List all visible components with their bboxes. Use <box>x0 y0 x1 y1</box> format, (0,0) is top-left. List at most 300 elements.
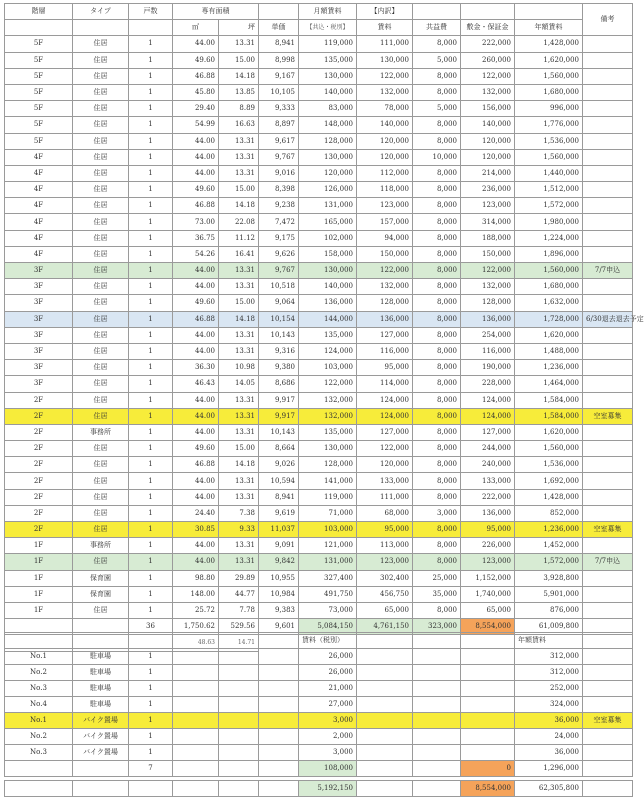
area-tsubo-cell: 14.18 <box>219 198 259 214</box>
remarks-cell <box>583 68 633 84</box>
annual-rent-cell: 1,488,000 <box>515 343 583 359</box>
remarks-cell: 7/7申込 <box>583 554 633 570</box>
floor-cell: 4F <box>5 214 73 230</box>
header-annual-rent: 年額賃料 <box>515 20 583 36</box>
units-cell: 1 <box>129 133 173 149</box>
area-m2-cell: 49.60 <box>173 441 219 457</box>
unit-price-cell: 8,998 <box>259 52 299 68</box>
annual-rent-cell: 1,572,000 <box>515 198 583 214</box>
parking-rent-cell: 21,000 <box>299 681 357 697</box>
rent-cell: 113,000 <box>357 538 413 554</box>
common-fee-cell: 8,000 <box>413 68 461 84</box>
remarks-cell <box>583 489 633 505</box>
parking-annual-cell: 324,000 <box>515 697 583 713</box>
monthly-rent-cell: 126,000 <box>299 182 357 198</box>
parking-row <box>5 665 633 681</box>
total-rent: 4,761,150 <box>357 619 413 635</box>
floor-cell: 2F <box>5 424 73 440</box>
type-cell: 住居 <box>73 117 129 133</box>
unit-price-cell: 8,686 <box>259 376 299 392</box>
deposit-cell: 65,000 <box>461 602 515 618</box>
monthly-rent-cell: 130,000 <box>299 263 357 279</box>
monthly-rent-cell: 121,000 <box>299 538 357 554</box>
table-row <box>5 198 633 214</box>
area-tsubo-cell: 8.89 <box>219 101 259 117</box>
monthly-rent-cell: 124,000 <box>299 343 357 359</box>
annual-rent-cell: 1,236,000 <box>515 522 583 538</box>
common-fee-cell: 8,000 <box>413 327 461 343</box>
monthly-rent-cell: 128,000 <box>299 133 357 149</box>
area-m2-cell: 46.88 <box>173 311 219 327</box>
units-cell: 1 <box>129 505 173 521</box>
monthly-rent-cell: 135,000 <box>299 52 357 68</box>
units-cell: 1 <box>129 295 173 311</box>
type-cell: 住居 <box>73 457 129 473</box>
blank-cell <box>173 665 219 681</box>
parking-annual-cell: 312,000 <box>515 665 583 681</box>
parking-rent-cell: 26,000 <box>299 665 357 681</box>
grand-total-rent: 5,192,150 <box>299 781 357 797</box>
rent-cell: 136,000 <box>357 311 413 327</box>
floor-cell: 5F <box>5 133 73 149</box>
remarks-cell <box>583 230 633 246</box>
area-m2-cell: 44.00 <box>173 149 219 165</box>
unit-price-cell: 9,333 <box>259 101 299 117</box>
blank-cell <box>259 681 299 697</box>
blank-cell <box>357 761 413 777</box>
remarks-cell <box>583 392 633 408</box>
area-m2-cell: 49.60 <box>173 182 219 198</box>
blank-cell <box>173 745 219 761</box>
table-row <box>5 424 633 440</box>
blank-cell <box>357 745 413 761</box>
blank-cell <box>357 633 413 649</box>
table-row <box>5 457 633 473</box>
blank-cell <box>73 781 129 797</box>
remarks-cell <box>583 505 633 521</box>
rent-cell: 120,000 <box>357 133 413 149</box>
rent-cell: 120,000 <box>357 149 413 165</box>
monthly-rent-cell: 119,000 <box>299 36 357 52</box>
area-tsubo-cell: 7.78 <box>219 602 259 618</box>
annual-rent-cell: 1,428,000 <box>515 36 583 52</box>
type-cell: 保育園 <box>73 586 129 602</box>
common-fee-cell: 8,000 <box>413 165 461 181</box>
deposit-cell: 222,000 <box>461 36 515 52</box>
blank-cell <box>259 729 299 745</box>
rent-cell: 111,000 <box>357 489 413 505</box>
total-unit-price: 9,601 <box>259 619 299 635</box>
area-tsubo-cell: 16.63 <box>219 117 259 133</box>
remarks-cell <box>583 214 633 230</box>
area-m2-cell: 45.80 <box>173 84 219 100</box>
blank-cell <box>219 761 259 777</box>
table-row <box>5 230 633 246</box>
units-cell: 1 <box>129 230 173 246</box>
blank-cell <box>461 665 515 681</box>
common-fee-cell: 5,000 <box>413 101 461 117</box>
table-row <box>5 538 633 554</box>
blank-cell <box>259 697 299 713</box>
monthly-rent-cell: 103,000 <box>299 522 357 538</box>
header-blank <box>73 20 129 36</box>
remarks-cell <box>583 570 633 586</box>
header-m2: ㎡ <box>173 20 219 36</box>
unit-price-cell: 10,955 <box>259 570 299 586</box>
common-fee-cell: 25,000 <box>413 570 461 586</box>
rent-cell: 130,000 <box>357 52 413 68</box>
units-cell: 1 <box>129 84 173 100</box>
parking-table <box>4 632 633 777</box>
monthly-rent-cell: 119,000 <box>299 489 357 505</box>
floor-cell: 2F <box>5 392 73 408</box>
floor-cell: 4F <box>5 198 73 214</box>
blank-cell <box>357 781 413 797</box>
deposit-cell: 122,000 <box>461 68 515 84</box>
deposit-cell: 236,000 <box>461 182 515 198</box>
area-tsubo-cell: 13.31 <box>219 343 259 359</box>
table-row <box>5 133 633 149</box>
monthly-rent-cell: 132,000 <box>299 392 357 408</box>
blank-cell <box>5 781 73 797</box>
deposit-cell: 132,000 <box>461 84 515 100</box>
type-cell: 住居 <box>73 279 129 295</box>
units-cell: 1 <box>129 214 173 230</box>
type-cell: 住居 <box>73 182 129 198</box>
blank-cell <box>413 713 461 729</box>
area-tsubo-cell: 15.00 <box>219 295 259 311</box>
unit-price-cell: 10,984 <box>259 586 299 602</box>
parking-header-rent: 賃料（税別） <box>299 633 357 649</box>
blank-cell <box>129 633 173 649</box>
rent-cell: 150,000 <box>357 246 413 262</box>
annual-rent-cell: 1,512,000 <box>515 182 583 198</box>
remarks-cell <box>583 376 633 392</box>
floor-cell: 2F <box>5 489 73 505</box>
unit-price-cell: 9,767 <box>259 263 299 279</box>
annual-rent-cell: 1,536,000 <box>515 133 583 149</box>
floor-cell: 1F <box>5 554 73 570</box>
units-cell: 1 <box>129 68 173 84</box>
floor-cell: 3F <box>5 327 73 343</box>
unit-price-cell: 10,154 <box>259 311 299 327</box>
blank-cell <box>461 729 515 745</box>
floor-cell: 5F <box>5 36 73 52</box>
units-cell: 1 <box>129 554 173 570</box>
deposit-cell: 136,000 <box>461 505 515 521</box>
units-cell: 1 <box>129 101 173 117</box>
table-row <box>5 311 633 327</box>
monthly-rent-cell: 130,000 <box>299 149 357 165</box>
monthly-rent-cell: 73,000 <box>299 602 357 618</box>
unit-price-cell: 9,026 <box>259 457 299 473</box>
area-m2-cell: 44.00 <box>173 408 219 424</box>
unit-price-cell: 9,064 <box>259 295 299 311</box>
area-m2-cell: 46.43 <box>173 376 219 392</box>
units-cell: 1 <box>129 457 173 473</box>
type-cell: 住居 <box>73 408 129 424</box>
blank-cell <box>413 781 461 797</box>
blank-cell <box>357 713 413 729</box>
blank-cell <box>73 761 129 777</box>
remarks-cell: 空室募集 <box>583 522 633 538</box>
common-fee-cell: 8,000 <box>413 392 461 408</box>
common-fee-cell: 8,000 <box>413 246 461 262</box>
floor-cell: 4F <box>5 182 73 198</box>
blank-cell <box>173 633 219 649</box>
deposit-cell: 214,000 <box>461 165 515 181</box>
remarks-cell <box>583 343 633 359</box>
area-m2-cell: 44.00 <box>173 489 219 505</box>
parking-remarks-cell <box>583 745 633 761</box>
rent-cell: 456,750 <box>357 586 413 602</box>
type-cell: 住居 <box>73 441 129 457</box>
units-cell: 1 <box>129 441 173 457</box>
units-cell: 1 <box>129 165 173 181</box>
deposit-cell: 150,000 <box>461 246 515 262</box>
deposit-cell: 123,000 <box>461 198 515 214</box>
common-fee-cell: 8,000 <box>413 311 461 327</box>
floor-cell: 3F <box>5 311 73 327</box>
monthly-rent-cell: 103,000 <box>299 360 357 376</box>
annual-rent-cell: 1,572,000 <box>515 554 583 570</box>
type-cell: 住居 <box>73 149 129 165</box>
parking-remarks-cell <box>583 665 633 681</box>
type-cell: 住居 <box>73 505 129 521</box>
area-tsubo-cell: 44.77 <box>219 586 259 602</box>
rent-cell: 124,000 <box>357 408 413 424</box>
header-blank <box>259 4 299 20</box>
grand-total-deposit: 8,554,000 <box>461 781 515 797</box>
parking-rent-cell: 27,000 <box>299 697 357 713</box>
parking-row <box>5 713 633 729</box>
unit-price-cell: 10,105 <box>259 84 299 100</box>
parking-annual-cell: 312,000 <box>515 649 583 665</box>
annual-rent-cell: 1,620,000 <box>515 52 583 68</box>
area-m2-cell: 44.00 <box>173 473 219 489</box>
table-row <box>5 327 633 343</box>
blank-cell <box>173 697 219 713</box>
annual-rent-cell: 1,620,000 <box>515 327 583 343</box>
remarks-cell <box>583 149 633 165</box>
area-tsubo-cell: 13.31 <box>219 133 259 149</box>
parking-annual-cell: 36,000 <box>515 713 583 729</box>
parking-type-cell: バイク置場 <box>73 713 129 729</box>
deposit-cell: 128,000 <box>461 295 515 311</box>
area-tsubo-cell: 13.31 <box>219 279 259 295</box>
unit-price-cell: 9,316 <box>259 343 299 359</box>
deposit-cell: 120,000 <box>461 149 515 165</box>
parking-units-cell: 1 <box>129 697 173 713</box>
parking-rent-cell: 2,000 <box>299 729 357 745</box>
header-area: 専有面積 <box>173 4 259 20</box>
units-cell: 1 <box>129 246 173 262</box>
deposit-cell: 140,000 <box>461 117 515 133</box>
deposit-cell: 188,000 <box>461 230 515 246</box>
parking-row <box>5 729 633 745</box>
type-cell: 住居 <box>73 230 129 246</box>
common-fee-cell: 8,000 <box>413 343 461 359</box>
deposit-cell: 133,000 <box>461 473 515 489</box>
floor-cell: 3F <box>5 295 73 311</box>
blank-cell <box>413 761 461 777</box>
total-m2: 1,750.62 <box>173 619 219 635</box>
area-m2-cell: 44.00 <box>173 392 219 408</box>
area-m2-cell: 46.88 <box>173 198 219 214</box>
deposit-cell: 314,000 <box>461 214 515 230</box>
deposit-cell: 120,000 <box>461 133 515 149</box>
remarks-cell <box>583 602 633 618</box>
total-tsubo: 529.56 <box>219 619 259 635</box>
blank-cell <box>173 713 219 729</box>
parking-rent-cell: 3,000 <box>299 713 357 729</box>
deposit-cell: 228,000 <box>461 376 515 392</box>
units-cell: 1 <box>129 182 173 198</box>
parking-remarks-cell <box>583 681 633 697</box>
annual-rent-cell: 1,680,000 <box>515 279 583 295</box>
blank-cell <box>357 729 413 745</box>
area-tsubo-cell: 13.31 <box>219 538 259 554</box>
blank-cell <box>259 713 299 729</box>
monthly-rent-cell: 102,000 <box>299 230 357 246</box>
deposit-cell: 136,000 <box>461 311 515 327</box>
blank-cell <box>583 781 633 797</box>
area-m2-cell: 29.40 <box>173 101 219 117</box>
common-fee-cell: 8,000 <box>413 214 461 230</box>
table-row <box>5 84 633 100</box>
type-cell: 住居 <box>73 311 129 327</box>
area-tsubo-cell: 14.18 <box>219 68 259 84</box>
table-row <box>5 522 633 538</box>
blank-cell <box>461 713 515 729</box>
grand-total-row <box>5 781 633 797</box>
monthly-rent-cell: 132,000 <box>299 408 357 424</box>
parking-annual-cell: 36,000 <box>515 745 583 761</box>
area-m2-cell: 44.00 <box>173 538 219 554</box>
type-cell: 住居 <box>73 165 129 181</box>
blank-cell <box>219 633 259 649</box>
common-fee-cell: 8,000 <box>413 424 461 440</box>
header-blank <box>5 20 73 36</box>
floor-cell: 5F <box>5 84 73 100</box>
annual-rent-cell: 876,000 <box>515 602 583 618</box>
remarks-cell: 6/30退去退去予定 <box>583 311 633 327</box>
remarks-cell <box>583 117 633 133</box>
remarks-cell <box>583 441 633 457</box>
area-m2-cell: 24.40 <box>173 505 219 521</box>
blank-cell <box>259 665 299 681</box>
monthly-rent-cell: 148,000 <box>299 117 357 133</box>
type-cell: 住居 <box>73 214 129 230</box>
monthly-rent-cell: 120,000 <box>299 165 357 181</box>
deposit-cell: 95,000 <box>461 522 515 538</box>
units-cell: 1 <box>129 538 173 554</box>
area-m2-cell: 30.85 <box>173 522 219 538</box>
type-cell: 住居 <box>73 36 129 52</box>
remarks-cell <box>583 36 633 52</box>
common-fee-cell: 8,000 <box>413 182 461 198</box>
table-row <box>5 570 633 586</box>
header-rent: 賃料 <box>357 20 413 36</box>
parking-rent-cell: 3,000 <box>299 745 357 761</box>
units-cell: 1 <box>129 424 173 440</box>
blank-cell <box>259 745 299 761</box>
unit-price-cell: 7,472 <box>259 214 299 230</box>
blank-cell <box>461 697 515 713</box>
table-row <box>5 586 633 602</box>
area-tsubo-cell: 11.12 <box>219 230 259 246</box>
table-row <box>5 68 633 84</box>
parking-total-deposit: 0 <box>461 761 515 777</box>
rent-cell: 111,000 <box>357 36 413 52</box>
deposit-cell: 244,000 <box>461 441 515 457</box>
deposit-cell: 122,000 <box>461 263 515 279</box>
area-m2-cell: 44.00 <box>173 343 219 359</box>
header-floor: 階層 <box>5 4 73 20</box>
annual-rent-cell: 1,560,000 <box>515 441 583 457</box>
blank-cell <box>413 633 461 649</box>
unit-price-cell: 9,767 <box>259 149 299 165</box>
type-cell: 住居 <box>73 198 129 214</box>
remarks-cell <box>583 586 633 602</box>
area-tsubo-cell: 13.31 <box>219 554 259 570</box>
table-row <box>5 246 633 262</box>
table-row <box>5 473 633 489</box>
common-fee-cell: 8,000 <box>413 602 461 618</box>
monthly-rent-cell: 141,000 <box>299 473 357 489</box>
units-cell: 1 <box>129 52 173 68</box>
annual-rent-cell: 1,776,000 <box>515 117 583 133</box>
blank-cell <box>461 633 515 649</box>
unit-price-cell: 9,619 <box>259 505 299 521</box>
table-row <box>5 117 633 133</box>
remarks-cell <box>583 52 633 68</box>
floor-cell: 1F <box>5 586 73 602</box>
units-cell: 1 <box>129 117 173 133</box>
area-tsubo-cell: 13.31 <box>219 424 259 440</box>
annual-rent-cell: 3,928,800 <box>515 570 583 586</box>
avg-tsubo: 14.71 <box>219 635 259 651</box>
type-cell: 事務所 <box>73 424 129 440</box>
rent-cell: 140,000 <box>357 117 413 133</box>
common-fee-cell: 8,000 <box>413 230 461 246</box>
blank-cell <box>219 729 259 745</box>
floor-cell: 3F <box>5 360 73 376</box>
area-m2-cell: 44.00 <box>173 424 219 440</box>
table-row <box>5 295 633 311</box>
blank-cell <box>357 649 413 665</box>
type-cell: 住居 <box>73 133 129 149</box>
blank-cell <box>73 633 129 649</box>
unit-price-cell: 9,238 <box>259 198 299 214</box>
area-m2-cell: 44.00 <box>173 263 219 279</box>
table-row <box>5 214 633 230</box>
type-cell: 住居 <box>73 343 129 359</box>
blank-cell <box>357 665 413 681</box>
rent-cell: 118,000 <box>357 182 413 198</box>
rent-cell: 122,000 <box>357 441 413 457</box>
remarks-cell <box>583 133 633 149</box>
unit-price-cell: 9,175 <box>259 230 299 246</box>
annual-rent-cell: 852,000 <box>515 505 583 521</box>
header-deposit: 敷金・保証金 <box>461 20 515 36</box>
rent-cell: 157,000 <box>357 214 413 230</box>
annual-rent-cell: 1,896,000 <box>515 246 583 262</box>
blank-cell <box>173 649 219 665</box>
rent-cell: 124,000 <box>357 392 413 408</box>
monthly-rent-cell: 130,000 <box>299 68 357 84</box>
header-blank <box>461 4 515 20</box>
